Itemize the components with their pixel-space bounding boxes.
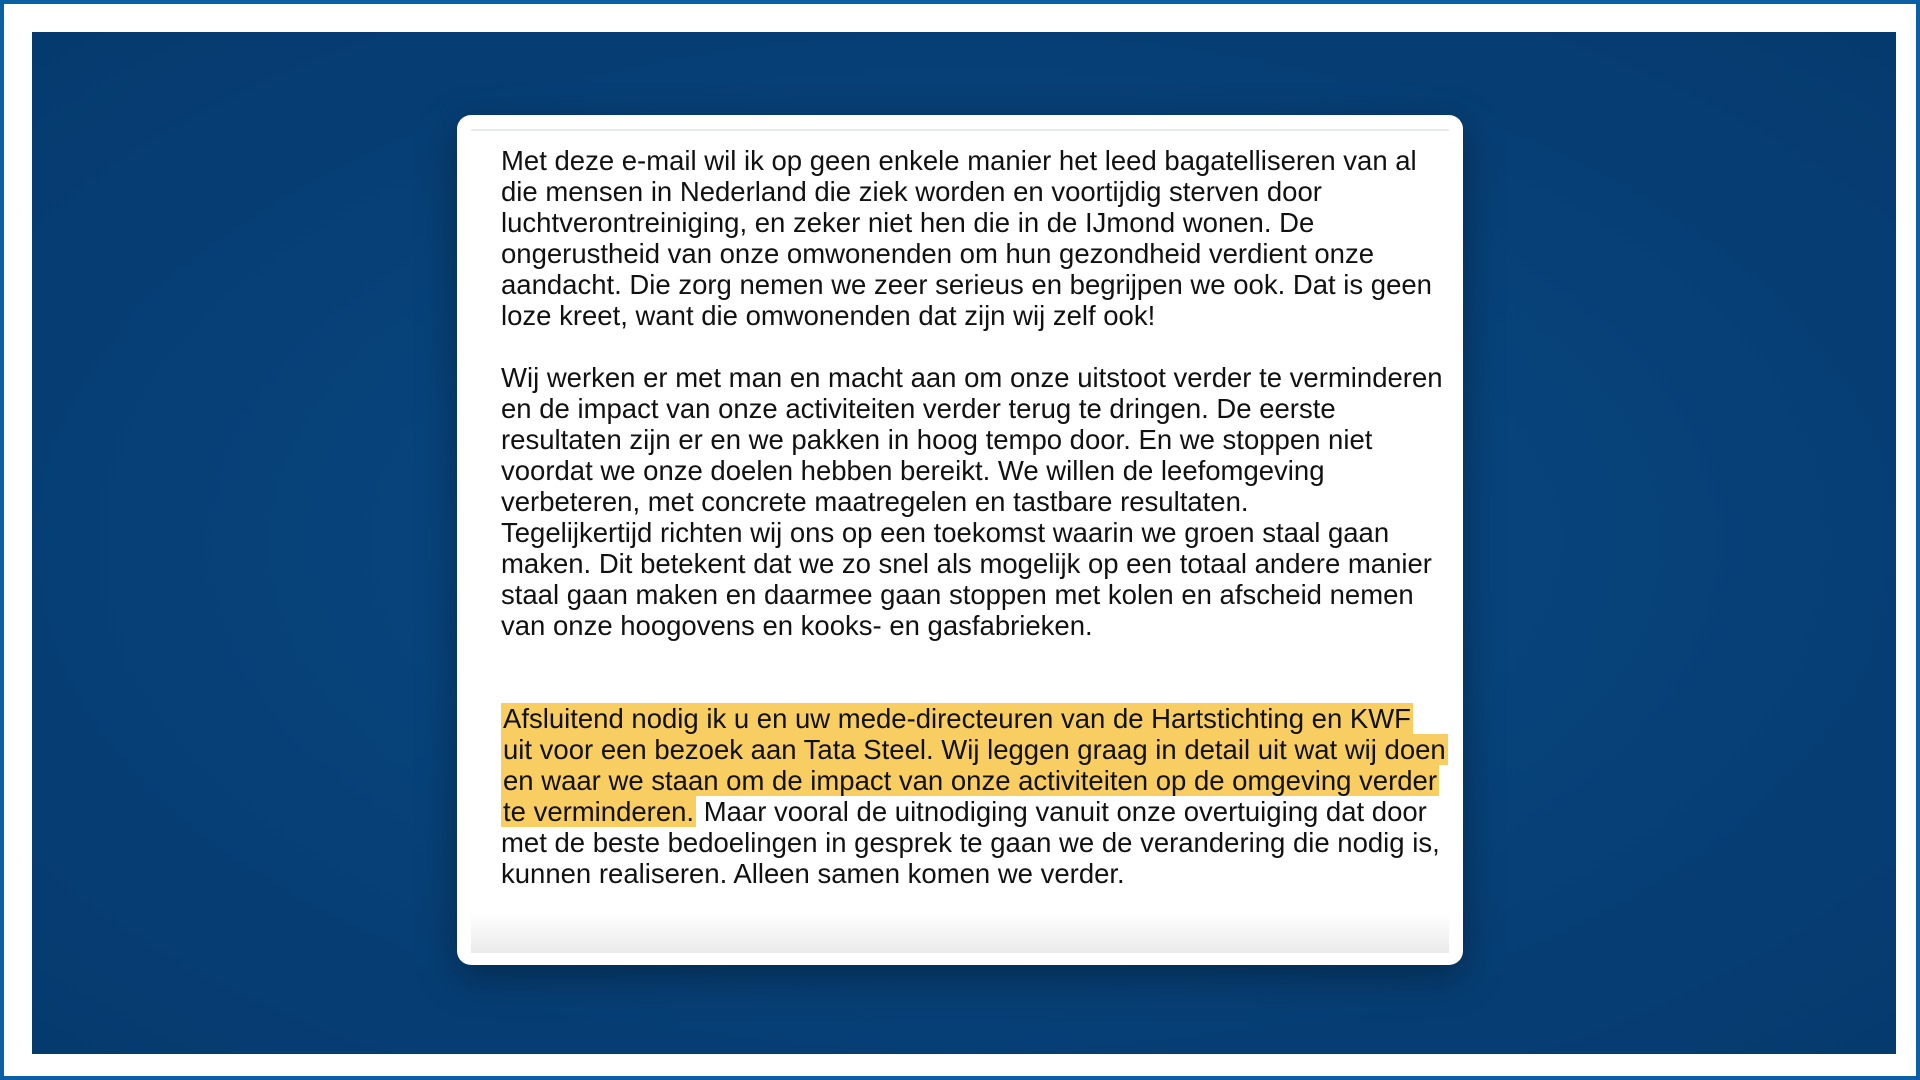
email-paragraph-4 [501,703,1446,889]
highlighted-text: Afsluitend nodig ik u en uw mede-directeuren van de Hartstichting en KWF uit voor een bezoek aan Tata Steel. Wij leggen graag in detail uit wat wij doen en waar we staan om de impact van onze activiteiten op de omgeving verder te verminderen. [503,703,1446,827]
email-body-text [501,145,1446,889]
email-paragraph-4-rest: Maar vooral de uitnodiging vanuit onze overtuiging dat door met de beste bedoelingen in gesprek te gaan we de verandering die nodig is, kunnen realiseren. Alleen samen komen we verder. [501,796,1440,889]
paragraph-spacer [501,331,1446,362]
email-paragraph-3: Tegelijkertijd richten wij ons op een toekomst waarin we groen staal gaan maken. Dit betekent dat we zo snel als mogelijk op een totaal andere manier staal gaan maken en daarmee gaan stoppen met kolen en afscheid nemen van onze hoogovens en kooks- en gasfabrieken. [501,517,1432,641]
email-paragraph-2: Wij werken er met man en macht aan om onze uitstoot verder te verminderen en de impact van onze activiteiten verder terug te dringen. De eerste resultaten zijn er en we pakken in hoog tempo door. En we stoppen niet voordat we onze doelen hebben bereikt. We willen de leefomgeving verbeteren, met concrete maatregelen en tastbare resultaten. [501,362,1443,517]
email-excerpt-card [457,115,1463,965]
email-paragraph-1: Met deze e-mail wil ik op geen enkele manier het leed bagatelliseren van al die mensen in Nederland die ziek worden en voortijdig sterven door luchtverontreiniging, en zeker niet hen die in de IJmond wonen. De ongerustheid van onze omwonenden om hun gezondheid verdient onze aandacht. Die zorg nemen we zeer serieus en begrijpen we ook. Dat is geen loze kreet, want die omwonenden dat zijn wij zelf ook! [501,145,1432,331]
bottom-fade [471,913,1449,953]
paragraph-spacer-large [501,641,1446,703]
email-body-container [471,129,1449,953]
